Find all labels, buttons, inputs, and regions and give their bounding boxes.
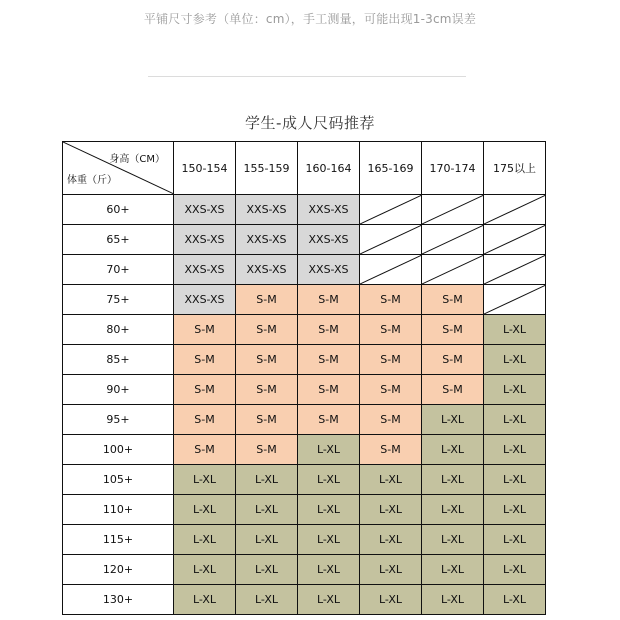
size-cell: S-M xyxy=(298,285,360,315)
table-row xyxy=(63,225,546,255)
size-cell: L-XL xyxy=(174,465,236,495)
size-cell: L-XL xyxy=(422,405,484,435)
size-cell: L-XL xyxy=(298,585,360,615)
size-cell: L-XL xyxy=(236,465,298,495)
size-cell: L-XL xyxy=(360,465,422,495)
size-cell: XXS-XS xyxy=(174,195,236,225)
size-cell: L-XL xyxy=(484,315,546,345)
corner-header-cell xyxy=(63,142,174,195)
weight-row-header: 105+ xyxy=(63,465,174,495)
size-cell: L-XL xyxy=(484,495,546,525)
table-row xyxy=(63,285,546,315)
divider-line xyxy=(148,76,466,77)
size-cell: XXS-XS xyxy=(298,195,360,225)
size-cell: S-M xyxy=(174,345,236,375)
size-cell: S-M xyxy=(360,285,422,315)
empty-cell xyxy=(360,195,422,225)
empty-cell xyxy=(422,225,484,255)
height-column-header: 160-164 xyxy=(298,142,360,195)
size-cell: S-M xyxy=(236,345,298,375)
empty-cell xyxy=(484,225,546,255)
size-cell: L-XL xyxy=(484,525,546,555)
size-cell: L-XL xyxy=(174,495,236,525)
weight-row-header: 80+ xyxy=(63,315,174,345)
diagonal-line xyxy=(484,255,546,284)
size-cell: S-M xyxy=(236,285,298,315)
size-cell: S-M xyxy=(360,435,422,465)
size-cell: L-XL xyxy=(360,495,422,525)
size-chart-table xyxy=(62,141,546,615)
weight-row-header: 95+ xyxy=(63,405,174,435)
size-cell: S-M xyxy=(236,375,298,405)
size-cell: S-M xyxy=(360,405,422,435)
table-row xyxy=(63,375,546,405)
header-row xyxy=(63,142,546,195)
size-cell: XXS-XS xyxy=(236,225,298,255)
size-cell: L-XL xyxy=(422,555,484,585)
empty-cell xyxy=(484,285,546,315)
size-cell: L-XL xyxy=(236,525,298,555)
size-cell: S-M xyxy=(236,435,298,465)
size-cell: L-XL xyxy=(236,495,298,525)
size-cell: XXS-XS xyxy=(174,255,236,285)
size-cell: L-XL xyxy=(484,465,546,495)
size-cell: L-XL xyxy=(422,585,484,615)
size-cell: S-M xyxy=(422,315,484,345)
weight-row-header: 85+ xyxy=(63,345,174,375)
size-cell: L-XL xyxy=(236,585,298,615)
size-cell: XXS-XS xyxy=(236,195,298,225)
measurement-note: 平铺尺寸参考（单位：cm），手工测量，可能出现1-3cm误差 xyxy=(143,12,477,26)
size-cell: S-M xyxy=(422,375,484,405)
chart-title: 学生-成人尺码推荐 xyxy=(245,114,375,132)
size-cell: L-XL xyxy=(484,585,546,615)
size-cell: S-M xyxy=(174,405,236,435)
weight-row-header: 75+ xyxy=(63,285,174,315)
weight-row-header: 120+ xyxy=(63,555,174,585)
size-cell: S-M xyxy=(298,375,360,405)
size-cell: L-XL xyxy=(484,345,546,375)
size-cell: S-M xyxy=(298,405,360,435)
size-cell: S-M xyxy=(174,375,236,405)
size-cell: XXS-XS xyxy=(236,255,298,285)
size-cell: L-XL xyxy=(298,435,360,465)
diagonal-line xyxy=(422,225,484,254)
size-cell: XXS-XS xyxy=(298,225,360,255)
size-cell: L-XL xyxy=(298,525,360,555)
size-cell: S-M xyxy=(360,375,422,405)
size-cell: L-XL xyxy=(174,525,236,555)
empty-cell xyxy=(484,195,546,225)
diagonal-line xyxy=(484,195,546,224)
table-row xyxy=(63,465,546,495)
size-cell: XXS-XS xyxy=(298,255,360,285)
weight-row-header: 110+ xyxy=(63,495,174,525)
size-cell: L-XL xyxy=(484,405,546,435)
size-cell: S-M xyxy=(236,315,298,345)
size-cell: L-XL xyxy=(422,435,484,465)
table-row xyxy=(63,255,546,285)
size-cell: S-M xyxy=(174,315,236,345)
size-cell: L-XL xyxy=(422,525,484,555)
size-cell: L-XL xyxy=(298,465,360,495)
table-row xyxy=(63,585,546,615)
weight-row-header: 115+ xyxy=(63,525,174,555)
diagonal-line xyxy=(422,255,484,284)
size-cell: L-XL xyxy=(174,555,236,585)
size-cell: L-XL xyxy=(422,465,484,495)
size-cell: L-XL xyxy=(360,555,422,585)
size-cell: L-XL xyxy=(298,495,360,525)
size-cell: S-M xyxy=(422,345,484,375)
table-row xyxy=(63,435,546,465)
table-row xyxy=(63,405,546,435)
size-cell: S-M xyxy=(360,315,422,345)
height-column-header: 165-169 xyxy=(360,142,422,195)
size-cell: L-XL xyxy=(360,585,422,615)
size-cell: L-XL xyxy=(484,375,546,405)
height-column-header: 170-174 xyxy=(422,142,484,195)
size-cell: S-M xyxy=(360,345,422,375)
height-column-header: 150-154 xyxy=(174,142,236,195)
weight-row-header: 70+ xyxy=(63,255,174,285)
table-row xyxy=(63,555,546,585)
size-cell: S-M xyxy=(236,405,298,435)
size-cell: L-XL xyxy=(174,585,236,615)
empty-cell xyxy=(360,225,422,255)
size-cell: L-XL xyxy=(484,435,546,465)
weight-row-header: 65+ xyxy=(63,225,174,255)
weight-row-header: 90+ xyxy=(63,375,174,405)
empty-cell xyxy=(360,255,422,285)
empty-cell xyxy=(422,195,484,225)
size-cell: S-M xyxy=(422,285,484,315)
size-cell: L-XL xyxy=(484,555,546,585)
height-column-header: 155-159 xyxy=(236,142,298,195)
size-cell: XXS-XS xyxy=(174,225,236,255)
table-row xyxy=(63,345,546,375)
diagonal-line xyxy=(360,195,422,224)
size-cell: L-XL xyxy=(236,555,298,585)
empty-cell xyxy=(484,255,546,285)
diagonal-line xyxy=(484,285,546,314)
size-cell: S-M xyxy=(174,435,236,465)
diagonal-line xyxy=(360,225,422,254)
table-row xyxy=(63,525,546,555)
size-cell: L-XL xyxy=(422,495,484,525)
height-column-header: 175以上 xyxy=(484,142,546,195)
weight-row-header: 100+ xyxy=(63,435,174,465)
table-row xyxy=(63,195,546,225)
size-cell: S-M xyxy=(298,345,360,375)
weight-row-header: 130+ xyxy=(63,585,174,615)
empty-cell xyxy=(422,255,484,285)
size-cell: S-M xyxy=(298,315,360,345)
size-cell: XXS-XS xyxy=(174,285,236,315)
table-row xyxy=(63,315,546,345)
weight-row-header: 60+ xyxy=(63,195,174,225)
diagonal-line xyxy=(422,195,484,224)
size-cell: L-XL xyxy=(360,525,422,555)
table-row xyxy=(63,495,546,525)
size-cell: L-XL xyxy=(298,555,360,585)
diagonal-line xyxy=(360,255,422,284)
weight-axis-label: 体重（斤） xyxy=(67,175,117,186)
height-axis-label: 身高（CM） xyxy=(109,154,165,165)
diagonal-line xyxy=(484,225,546,254)
